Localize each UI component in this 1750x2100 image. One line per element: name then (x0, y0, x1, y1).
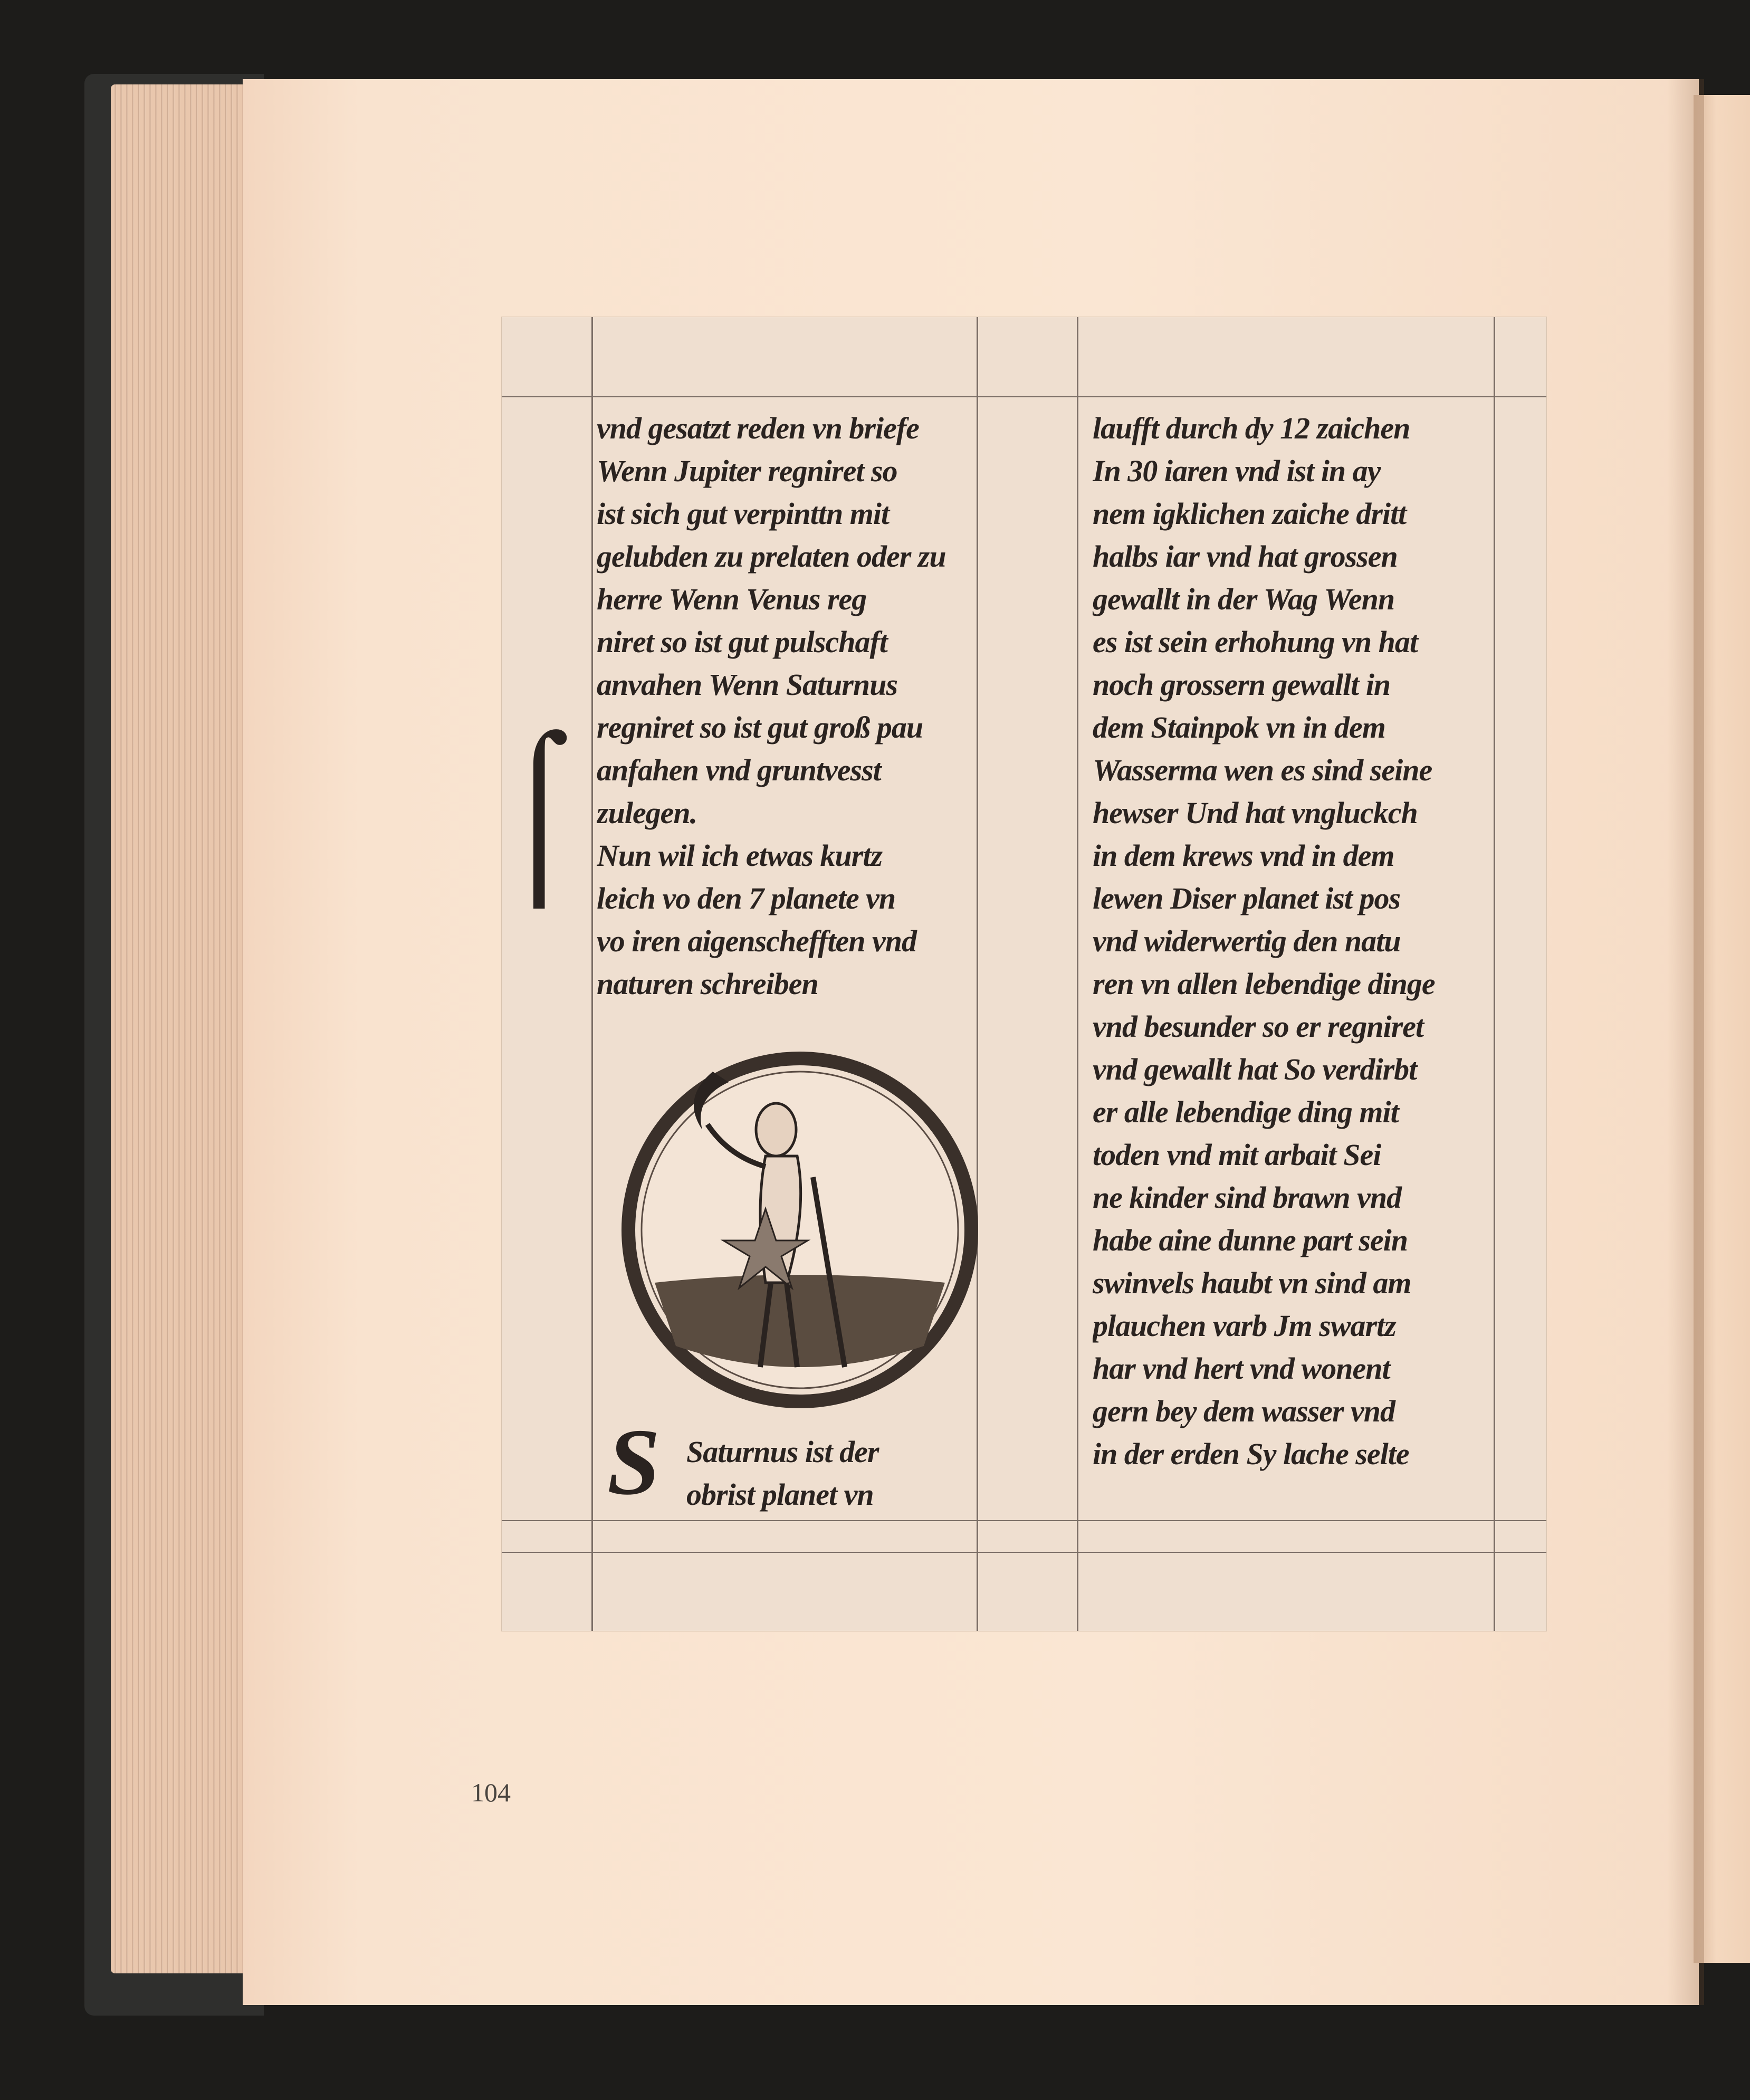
manuscript-line: laufft durch dy 12 zaichen (1093, 411, 1410, 445)
ruling-line (502, 1520, 1546, 1521)
manuscript-line: leich vo den 7 planete vn (597, 881, 896, 915)
manuscript-plate (491, 317, 1547, 1631)
manuscript-line: naturen schreiben (597, 967, 818, 1001)
manuscript-line: plauchen varb Jm swartz (1093, 1309, 1396, 1343)
manuscript-line: Nun wil ich etwas kurtz (597, 838, 883, 873)
manuscript-line: ne kinder sind brawn vnd (1093, 1180, 1402, 1215)
saturn-medallion-illustration (607, 1051, 992, 1409)
manuscript-line: lewen Diser planet ist pos (1093, 881, 1401, 915)
manuscript-line: hewser Und hat vngluckch (1093, 796, 1418, 830)
manuscript-line: gelubden zu prelaten oder zu (597, 539, 946, 574)
gutter-shadow (1667, 79, 1704, 2005)
manuscript-line: niret so ist gut pulschaft (597, 625, 887, 659)
page-edges (111, 84, 248, 1973)
manuscript-line: regniret so ist gut groß pau (597, 710, 923, 744)
left-text-column-bottom (686, 1430, 1003, 1516)
manuscript-line: ist sich gut verpinttn mit (597, 497, 890, 531)
ruling-line (502, 396, 1546, 397)
page-number: 104 (471, 1778, 511, 1807)
manuscript-line: gern bey dem wasser vnd (1093, 1394, 1395, 1428)
ruling-line (1077, 317, 1078, 1631)
manuscript-line: er alle lebendige ding mit (1093, 1095, 1399, 1129)
manuscript-line: zulegen. (597, 796, 697, 830)
manuscript-line: swinvels haubt vn sind am (1093, 1266, 1411, 1300)
manuscript-line: es ist sein erhohung vn hat (1093, 625, 1418, 659)
right-text-column (1093, 407, 1531, 1475)
ruling-line (502, 1552, 1546, 1553)
manuscript-line: vnd widerwertig den natu (1093, 924, 1401, 958)
manuscript-line: vo iren aigenschefften vnd (597, 924, 917, 958)
left-text-column (597, 407, 1008, 1005)
manuscript-line: habe aine dunne part sein (1093, 1223, 1408, 1257)
manuscript-line: gewallt in der Wag Wenn (1093, 582, 1395, 616)
manuscript-line: anfahen vnd gruntvesst (597, 753, 881, 787)
ruling-line (591, 317, 593, 1631)
manuscript-line: noch grossern gewallt in (1093, 667, 1391, 702)
manuscript-line: in dem krews vnd in dem (1093, 838, 1394, 873)
decorative-initial-flourish: ⌠ (491, 720, 587, 895)
manuscript-line: har vnd hert vnd wonent (1093, 1351, 1390, 1386)
manuscript-line: nem igklichen zaiche dritt (1093, 497, 1407, 531)
manuscript-line: herre Wenn Venus reg (597, 582, 867, 616)
manuscript-line: toden vnd mit arbait Sei (1093, 1138, 1381, 1172)
manuscript-line: Wenn Jupiter regniret so (597, 454, 897, 488)
manuscript-line: halbs iar vnd hat grossen (1093, 539, 1398, 574)
manuscript-line: vnd gesatzt reden vn briefe (597, 411, 919, 445)
manuscript-line: obrist planet vn (686, 1477, 874, 1512)
manuscript-line: In 30 iaren vnd ist in ay (1093, 454, 1381, 488)
manuscript-line: vnd besunder so er regniret (1093, 1009, 1424, 1044)
decorated-initial: S (607, 1409, 661, 1514)
manuscript-line: Saturnus ist der (686, 1435, 879, 1469)
manuscript-line: ren vn allen lebendige dinge (1093, 967, 1435, 1001)
manuscript-line: anvahen Wenn Saturnus (597, 667, 898, 702)
manuscript-line: vnd gewallt hat So verdirbt (1093, 1052, 1417, 1086)
manuscript-line: Wasserma wen es sind seine (1093, 753, 1432, 787)
manuscript-line: dem Stainpok vn in dem (1093, 710, 1385, 744)
manuscript-line: in der erden Sy lache selte (1093, 1437, 1409, 1471)
